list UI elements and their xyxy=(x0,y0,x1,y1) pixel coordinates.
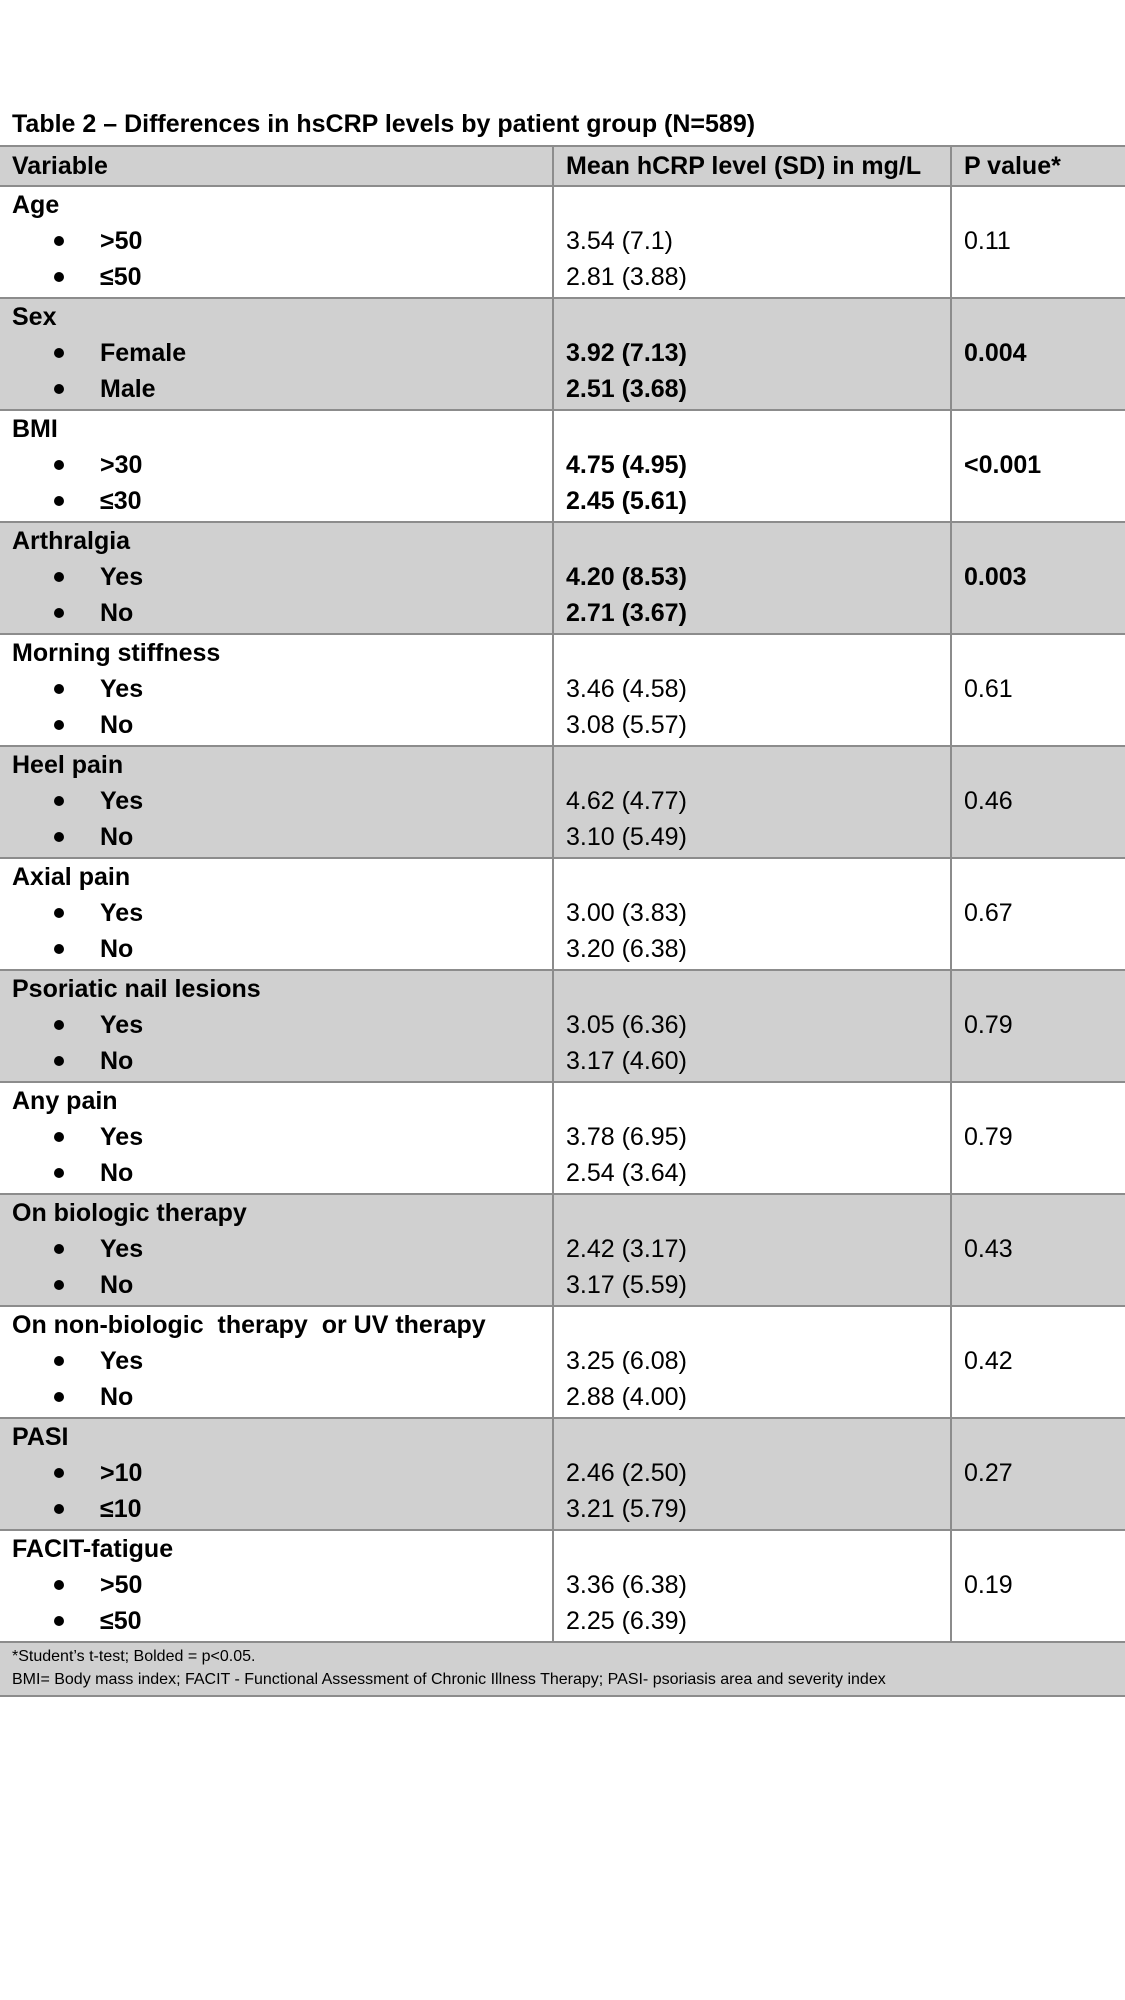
mean-cell xyxy=(553,410,951,522)
mean-value: 3.21 (5.79) xyxy=(566,1495,687,1523)
mean-value: 2.81 (3.88) xyxy=(566,263,687,291)
mean-cell xyxy=(553,1418,951,1530)
group-name: BMI xyxy=(12,415,58,443)
p-value: 0.67 xyxy=(964,899,1013,927)
group-name: Psoriatic nail lesions xyxy=(12,975,261,1003)
table-row xyxy=(0,410,1125,522)
bullet-icon xyxy=(54,1244,64,1254)
p-value: 0.61 xyxy=(964,675,1013,703)
mean-cell xyxy=(553,634,951,746)
mean-cell xyxy=(553,1194,951,1306)
subgroup-item xyxy=(0,559,552,595)
subgroup-item xyxy=(0,819,552,855)
subgroup-item xyxy=(0,1043,552,1079)
subgroup-label: No xyxy=(100,823,134,851)
mean-value: 3.36 (6.38) xyxy=(566,1571,687,1599)
subgroup-label: ≤10 xyxy=(100,1495,142,1523)
p-value-cell xyxy=(951,298,1125,410)
bullet-icon xyxy=(54,1504,64,1514)
p-value-cell xyxy=(951,1530,1125,1642)
group-name: Sex xyxy=(12,303,57,331)
p-value-cell xyxy=(951,746,1125,858)
bullet-icon xyxy=(54,684,64,694)
bullet-icon xyxy=(54,1168,64,1178)
table-row xyxy=(0,970,1125,1082)
subgroup-item xyxy=(0,931,552,967)
mean-value: 3.92 (7.13) xyxy=(566,339,687,367)
subgroup-item xyxy=(0,1491,552,1527)
mean-cell xyxy=(553,186,951,298)
group-name: Age xyxy=(12,191,60,219)
subgroup-item xyxy=(0,1343,552,1379)
mean-value: 3.17 (4.60) xyxy=(566,1047,687,1075)
table-row xyxy=(0,1418,1125,1530)
p-value-cell xyxy=(951,634,1125,746)
bullet-icon xyxy=(54,1356,64,1366)
variable-cell xyxy=(0,1082,553,1194)
mean-value: 3.10 (5.49) xyxy=(566,823,687,851)
subgroup-label: >50 xyxy=(100,1571,143,1599)
bullet-icon xyxy=(54,1020,64,1030)
header-row xyxy=(0,146,1125,186)
mean-value: 2.46 (2.50) xyxy=(566,1459,687,1487)
subgroup-item xyxy=(0,671,552,707)
subgroup-item xyxy=(0,259,552,295)
variable-cell xyxy=(0,970,553,1082)
mean-value: 3.46 (4.58) xyxy=(566,675,687,703)
subgroup-item xyxy=(0,1007,552,1043)
mean-value: 3.20 (6.38) xyxy=(566,935,687,963)
p-value: <0.001 xyxy=(964,451,1042,479)
subgroup-label: ≤30 xyxy=(100,487,142,515)
subgroup-item xyxy=(0,1119,552,1155)
subgroup-label: Yes xyxy=(100,1011,144,1039)
header-p-value: P value* xyxy=(951,146,1125,186)
bullet-icon xyxy=(54,1056,64,1066)
subgroup-item xyxy=(0,1267,552,1303)
table-row xyxy=(0,1194,1125,1306)
group-name: On non-biologic therapy or UV therapy xyxy=(12,1311,486,1339)
table-row xyxy=(0,1082,1125,1194)
mean-value: 2.88 (4.00) xyxy=(566,1383,687,1411)
bullet-icon xyxy=(54,348,64,358)
group-name: On biologic therapy xyxy=(12,1199,247,1227)
variable-cell xyxy=(0,1530,553,1642)
bullet-icon xyxy=(54,1616,64,1626)
mean-value: 2.25 (6.39) xyxy=(566,1607,687,1635)
group-name: Arthralgia xyxy=(12,527,131,555)
group-name: Morning stiffness xyxy=(12,639,221,667)
variable-cell xyxy=(0,1194,553,1306)
bullet-icon xyxy=(54,460,64,470)
subgroup-label: No xyxy=(100,599,134,627)
bullet-icon xyxy=(54,1468,64,1478)
subgroup-item xyxy=(0,371,552,407)
bullet-icon xyxy=(54,944,64,954)
subgroup-label: Yes xyxy=(100,787,144,815)
mean-cell xyxy=(553,522,951,634)
subgroup-item xyxy=(0,483,552,519)
mean-value: 4.62 (4.77) xyxy=(566,787,687,815)
mean-value: 2.45 (5.61) xyxy=(566,487,687,515)
bullet-icon xyxy=(54,272,64,282)
subgroup-label: Female xyxy=(100,339,187,367)
p-value-cell xyxy=(951,522,1125,634)
bullet-icon xyxy=(54,236,64,246)
mean-cell xyxy=(553,1530,951,1642)
mean-cell xyxy=(553,746,951,858)
subgroup-label: No xyxy=(100,1271,134,1299)
footnote-row xyxy=(0,1642,1125,1696)
subgroup-label: >50 xyxy=(100,227,143,255)
subgroup-item xyxy=(0,1231,552,1267)
variable-cell xyxy=(0,186,553,298)
p-value-cell xyxy=(951,1082,1125,1194)
p-value: 0.003 xyxy=(964,563,1027,591)
mean-value: 2.42 (3.17) xyxy=(566,1235,687,1263)
mean-value: 3.54 (7.1) xyxy=(566,227,674,255)
mean-value: 2.54 (3.64) xyxy=(566,1159,687,1187)
mean-cell xyxy=(553,858,951,970)
bullet-icon xyxy=(54,572,64,582)
subgroup-label: ≤50 xyxy=(100,263,142,291)
bullet-icon xyxy=(54,1280,64,1290)
table-row xyxy=(0,522,1125,634)
p-value-cell xyxy=(951,410,1125,522)
variable-cell xyxy=(0,522,553,634)
subgroup-item xyxy=(0,1455,552,1491)
p-value: 0.11 xyxy=(964,227,1011,255)
subgroup-label: No xyxy=(100,711,134,739)
footnote-abbreviations: BMI= Body mass index; FACIT - Functional Assessment of Chronic Illness Therapy; PASI- psoriasis area and severity index xyxy=(12,1671,886,1688)
mean-value: 4.75 (4.95) xyxy=(566,451,687,479)
subgroup-label: No xyxy=(100,1047,134,1075)
bullet-icon xyxy=(54,1392,64,1402)
table-row xyxy=(0,186,1125,298)
subgroup-item xyxy=(0,595,552,631)
p-value-cell xyxy=(951,1418,1125,1530)
p-value: 0.27 xyxy=(964,1459,1013,1487)
footnote-test: *Student’s t-test; Bolded = p<0.05. xyxy=(12,1648,256,1665)
mean-value: 3.78 (6.95) xyxy=(566,1123,687,1151)
subgroup-label: Yes xyxy=(100,1235,144,1263)
bullet-icon xyxy=(54,908,64,918)
subgroup-label: Yes xyxy=(100,563,144,591)
variable-cell xyxy=(0,1418,553,1530)
subgroup-label: Yes xyxy=(100,1123,144,1151)
table-caption: Table 2 – Differences in hsCRP levels by patient group (N=589) xyxy=(12,110,756,138)
p-value: 0.43 xyxy=(964,1235,1013,1263)
table-row xyxy=(0,746,1125,858)
p-value: 0.004 xyxy=(964,339,1027,367)
subgroup-label: Yes xyxy=(100,675,144,703)
subgroup-item xyxy=(0,783,552,819)
mean-cell xyxy=(553,970,951,1082)
table-row xyxy=(0,298,1125,410)
mean-value: 4.20 (8.53) xyxy=(566,563,687,591)
group-name: Axial pain xyxy=(12,863,131,891)
subgroup-label: No xyxy=(100,1383,134,1411)
header-mean: Mean hCRP level (SD) in mg/L xyxy=(553,146,951,186)
bullet-icon xyxy=(54,720,64,730)
p-value-cell xyxy=(951,1306,1125,1418)
mean-value: 2.71 (3.67) xyxy=(566,599,687,627)
variable-cell xyxy=(0,298,553,410)
subgroup-label: >30 xyxy=(100,451,143,479)
subgroup-item xyxy=(0,895,552,931)
subgroup-item xyxy=(0,223,552,259)
mean-cell xyxy=(553,298,951,410)
bullet-icon xyxy=(54,496,64,506)
subgroup-label: No xyxy=(100,1159,134,1187)
p-value-cell xyxy=(951,1194,1125,1306)
header-variable: Variable xyxy=(0,146,553,186)
mean-cell xyxy=(553,1306,951,1418)
table-row xyxy=(0,858,1125,970)
bullet-icon xyxy=(54,832,64,842)
table-row xyxy=(0,1530,1125,1642)
subgroup-label: >10 xyxy=(100,1459,143,1487)
group-name: FACIT-fatigue xyxy=(12,1535,174,1563)
mean-value: 3.17 (5.59) xyxy=(566,1271,687,1299)
mean-value: 3.05 (6.36) xyxy=(566,1011,687,1039)
subgroup-item xyxy=(0,1379,552,1415)
subgroup-item xyxy=(0,447,552,483)
p-value-cell xyxy=(951,858,1125,970)
mean-value: 3.25 (6.08) xyxy=(566,1347,687,1375)
subgroup-label: Yes xyxy=(100,899,144,927)
bullet-icon xyxy=(54,1132,64,1142)
bullet-icon xyxy=(54,384,64,394)
group-name: Any pain xyxy=(12,1087,118,1115)
p-value-cell xyxy=(951,186,1125,298)
p-value: 0.42 xyxy=(964,1347,1013,1375)
subgroup-item xyxy=(0,1155,552,1191)
subgroup-item xyxy=(0,1603,552,1639)
variable-cell xyxy=(0,634,553,746)
hscrp-table xyxy=(0,145,1125,1697)
bullet-icon xyxy=(54,796,64,806)
mean-value: 2.51 (3.68) xyxy=(566,375,687,403)
bullet-icon xyxy=(54,1580,64,1590)
bullet-icon xyxy=(54,608,64,618)
variable-cell xyxy=(0,746,553,858)
p-value-cell xyxy=(951,970,1125,1082)
table-row xyxy=(0,1306,1125,1418)
mean-value: 3.00 (3.83) xyxy=(566,899,687,927)
mean-cell xyxy=(553,1082,951,1194)
mean-value: 3.08 (5.57) xyxy=(566,711,687,739)
group-name: PASI xyxy=(12,1423,69,1451)
subgroup-label: ≤50 xyxy=(100,1607,142,1635)
subgroup-item xyxy=(0,335,552,371)
subgroup-label: No xyxy=(100,935,134,963)
p-value: 0.46 xyxy=(964,787,1013,815)
variable-cell xyxy=(0,410,553,522)
variable-cell xyxy=(0,858,553,970)
p-value: 0.79 xyxy=(964,1123,1013,1151)
subgroup-label: Male xyxy=(100,375,156,403)
p-value: 0.19 xyxy=(964,1571,1013,1599)
footnote-cell xyxy=(0,1642,1125,1696)
subgroup-item xyxy=(0,1567,552,1603)
table-row xyxy=(0,634,1125,746)
group-name: Heel pain xyxy=(12,751,124,779)
variable-cell xyxy=(0,1306,553,1418)
p-value: 0.79 xyxy=(964,1011,1013,1039)
subgroup-item xyxy=(0,707,552,743)
subgroup-label: Yes xyxy=(100,1347,144,1375)
